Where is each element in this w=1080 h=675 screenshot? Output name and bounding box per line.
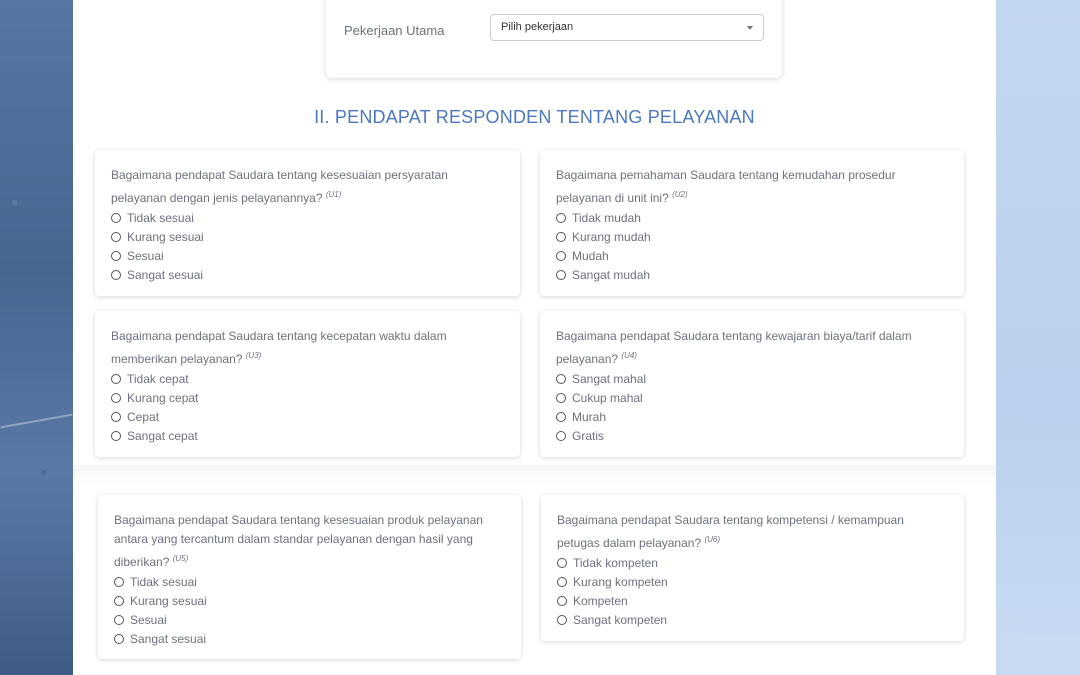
section-title: II. PENDAPAT RESPONDEN TENTANG PELAYANAN — [314, 107, 755, 127]
radio-icon[interactable] — [556, 232, 566, 242]
question-text: Bagaimana pemahaman Saudara tentang kemudahan prosedur pelayanan di unit ini? $^{(U2)}$ — [556, 168, 896, 205]
question-code: (U4) — [621, 351, 637, 360]
radio-option[interactable]: Sangat sesuai — [111, 265, 504, 284]
radio-option[interactable]: Sangat kompeten — [557, 610, 948, 629]
job-select-value: Pilih pekerjaan — [501, 21, 574, 33]
question-code: (U5) — [172, 554, 189, 563]
radio-option[interactable]: Kurang sesuai — [114, 591, 505, 610]
radio-option[interactable]: Sangat mudah — [556, 265, 948, 284]
question-code: (U3) — [245, 351, 262, 360]
radio-option[interactable]: Gratis — [556, 426, 948, 445]
radio-icon[interactable] — [111, 431, 121, 441]
background-right — [996, 0, 1080, 675]
radio-icon[interactable] — [557, 558, 567, 568]
radio-option[interactable]: Sesuai — [111, 246, 504, 265]
question-card-u6 — [541, 495, 964, 641]
radio-option[interactable]: Kurang sesuai — [111, 227, 504, 246]
radio-option[interactable]: Sesuai — [114, 610, 505, 629]
radio-option[interactable]: Sangat cepat — [111, 426, 504, 445]
radio-icon[interactable] — [111, 270, 121, 280]
radio-icon[interactable] — [557, 577, 567, 587]
radio-option[interactable]: Tidak cepat — [111, 369, 504, 388]
radio-option[interactable]: Kurang kompeten — [557, 572, 948, 591]
radio-icon[interactable] — [111, 232, 121, 242]
question-text: Bagaimana pendapat Saudara tentang kesesuaian produk pelayanan antara yang tercantum dalam standar pelayanan dengan hasil yang diberikan? $^{(U5)}$ — [114, 513, 483, 569]
question-text: Bagaimana pendapat Saudara tentang kewajaran biaya/tarif dalam pelayanan? $^{(U4)}$ — [556, 329, 912, 366]
question-card-u5 — [98, 495, 521, 659]
radio-icon[interactable] — [556, 270, 566, 280]
radio-icon[interactable] — [111, 213, 121, 223]
question-code: (U6) — [704, 535, 721, 544]
question-code: (U1) — [325, 190, 342, 199]
radio-option[interactable]: Tidak kompeten — [557, 553, 948, 572]
question-card-u3 — [95, 311, 520, 457]
job-card — [326, 0, 782, 78]
radio-option[interactable]: Kompeten — [557, 591, 948, 610]
section-divider — [73, 465, 996, 487]
radio-icon[interactable] — [111, 412, 121, 422]
radio-icon[interactable] — [556, 431, 566, 441]
radio-option[interactable]: Tidak mudah — [556, 208, 948, 227]
radio-option[interactable]: Murah — [556, 407, 948, 426]
radio-option[interactable]: Sangat mahal — [556, 369, 948, 388]
background-left — [0, 0, 73, 675]
radio-option[interactable]: Cukup mahal — [556, 388, 948, 407]
radio-icon[interactable] — [111, 374, 121, 384]
radio-icon[interactable] — [114, 596, 124, 606]
question-text: Bagaimana pendapat Saudara tentang kecepatan waktu dalam memberikan pelayanan? $^{(U3)}$ — [111, 329, 447, 366]
radio-option[interactable]: Tidak sesuai — [114, 572, 505, 591]
question-text: Bagaimana pendapat Saudara tentang kesesuaian persyaratan pelayanan dengan jenis pelayanannya? $^{(U1)}$ — [111, 168, 448, 205]
radio-option[interactable]: Cepat — [111, 407, 504, 426]
question-card-u4 — [540, 311, 964, 457]
job-select[interactable] — [490, 14, 764, 41]
question-card-u2 — [540, 150, 964, 296]
radio-option[interactable]: Sangat sesuai — [114, 629, 505, 648]
radio-icon[interactable] — [556, 251, 566, 261]
question-card-u1 — [95, 150, 520, 296]
radio-icon[interactable] — [556, 213, 566, 223]
radio-icon[interactable] — [556, 374, 566, 384]
radio-icon[interactable] — [114, 577, 124, 587]
radio-icon[interactable] — [111, 393, 121, 403]
question-text: Bagaimana pendapat Saudara tentang kompetensi / kemampuan petugas dalam pelayanan? $^{(U6)}$ — [557, 513, 904, 550]
chevron-down-icon — [747, 26, 753, 30]
radio-icon[interactable] — [556, 393, 566, 403]
radio-icon[interactable] — [114, 615, 124, 625]
radio-icon[interactable] — [114, 634, 124, 644]
question-code: (U2) — [672, 190, 688, 199]
radio-option[interactable]: Tidak sesuai — [111, 208, 504, 227]
radio-option[interactable]: Kurang mudah — [556, 227, 948, 246]
job-label: Pekerjaan Utama — [344, 23, 445, 38]
radio-icon[interactable] — [556, 412, 566, 422]
radio-option[interactable]: Kurang cepat — [111, 388, 504, 407]
radio-icon[interactable] — [557, 596, 567, 606]
survey-page — [73, 0, 996, 675]
radio-icon[interactable] — [111, 251, 121, 261]
radio-icon[interactable] — [557, 615, 567, 625]
radio-option[interactable]: Mudah — [556, 246, 948, 265]
